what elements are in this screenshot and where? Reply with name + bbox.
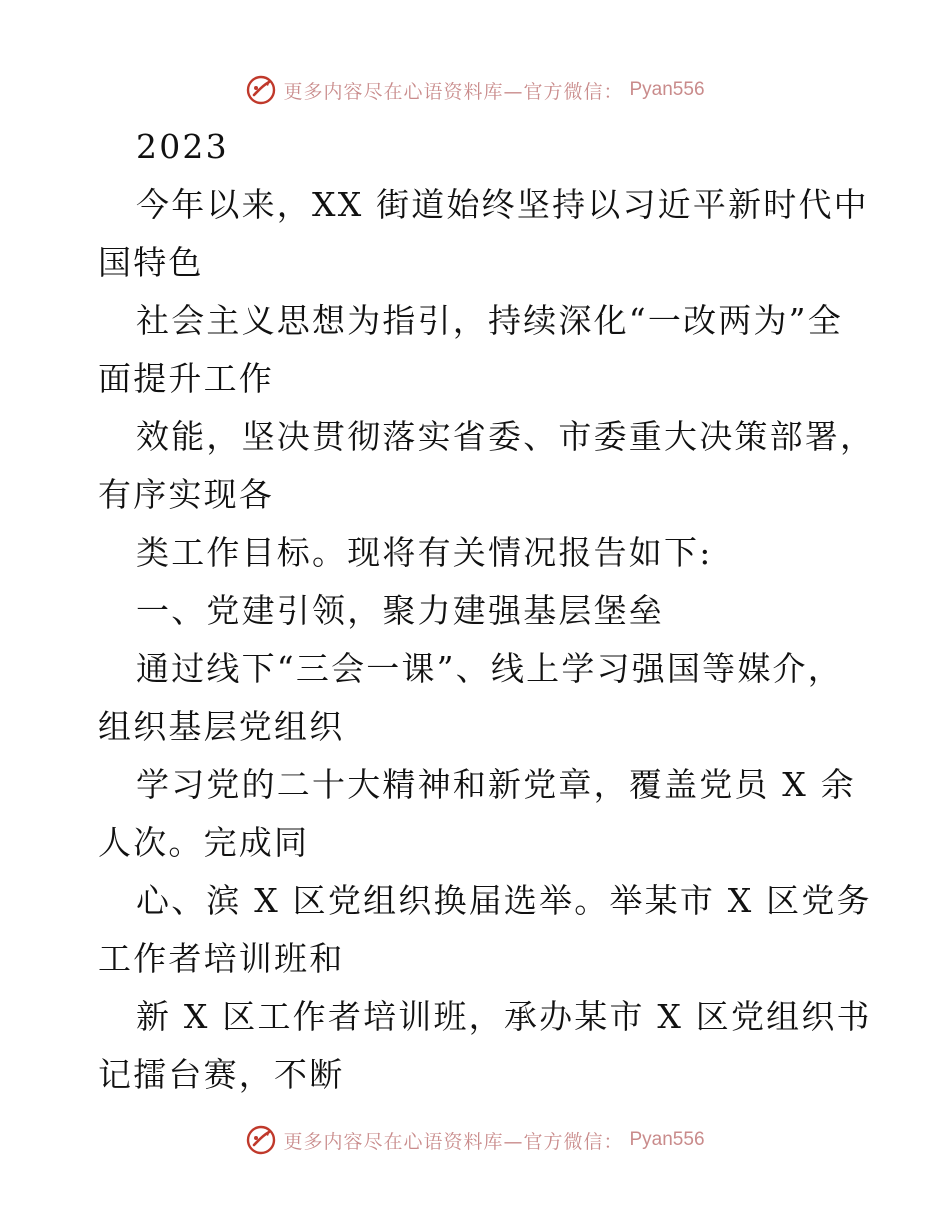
pen-logo-icon: [245, 74, 277, 106]
doc-line: 组织基层党组织: [98, 707, 345, 746]
pen-logo-icon: [245, 1124, 277, 1156]
watermark-wechat-id: Pyan556: [629, 1129, 705, 1150]
doc-line: 心、滨 X 区党组织换届选举。举某市 X 区党务: [136, 881, 872, 920]
doc-line: 2023: [136, 127, 229, 166]
doc-line: 有序实现各: [98, 475, 274, 514]
doc-line: 效能，坚决贯彻落实省委、市委重大决策部署，: [136, 417, 876, 456]
doc-line: 今年以来，XX 街道始终坚持以习近平新时代中: [136, 185, 869, 224]
doc-line: 类工作目标。现将有关情况报告如下:: [136, 533, 713, 572]
doc-line: 新 X 区工作者培训班，承办某市 X 区党组织书: [136, 997, 872, 1036]
watermark-text: 更多内容尽在心语资料库—官方微信：: [283, 1130, 624, 1153]
section-heading: 一、党建引领，聚力建强基层堡垒: [136, 591, 664, 630]
footer-watermark: [0, 1120, 950, 1160]
doc-line: 国特色: [98, 243, 204, 282]
doc-line: 社会主义思想为指引，持续深化“一改两为”全: [136, 301, 843, 340]
doc-line: 工作者培训班和: [98, 939, 345, 978]
doc-line: 记擂台赛，不断: [98, 1055, 345, 1094]
doc-line: 通过线下“三会一课”、线上学习强国等媒介，: [136, 649, 843, 688]
doc-line: 学习党的二十大精神和新党章，覆盖党员 X 余: [136, 765, 856, 804]
header-watermark: [0, 70, 950, 110]
watermark-text: 更多内容尽在心语资料库—官方微信：: [283, 80, 624, 103]
doc-line: 面提升工作: [98, 359, 274, 398]
watermark-wechat-id: Pyan556: [629, 79, 705, 100]
doc-line: 人次。完成同: [98, 823, 310, 862]
